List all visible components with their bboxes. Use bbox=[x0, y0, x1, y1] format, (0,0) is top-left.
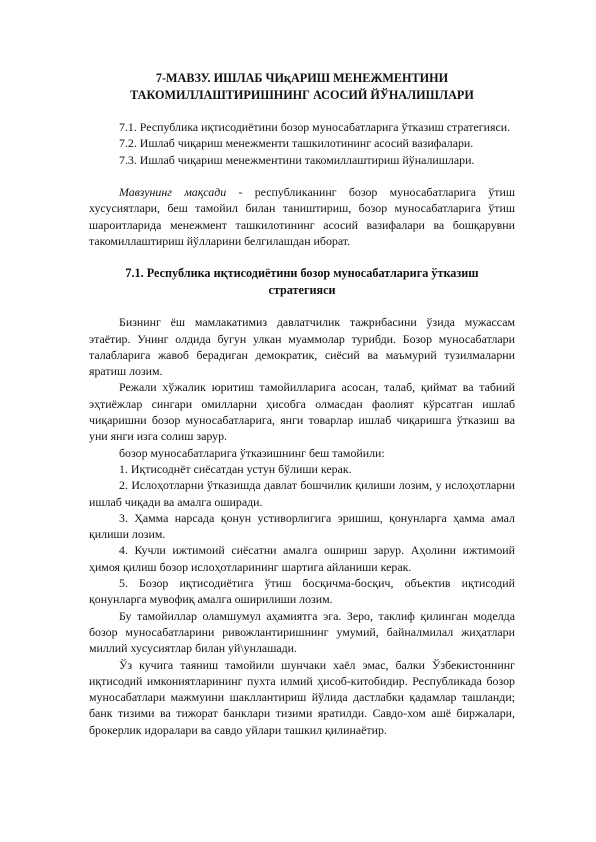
principle-5: 5. Бозор иқтисодиётига ўтиш босқичма-босқич, объектив иқтисодий қонунларга мувофиқ амалга оширилиши лозим. bbox=[89, 576, 515, 607]
topic-title-line-1: 7-МАВЗУ. ИШЛАБ ЧИқАРИШ МЕНЕЖМЕНТИНИ bbox=[155, 71, 449, 85]
spacer bbox=[89, 103, 515, 119]
body-paragraph-3: Бу тамойиллар оламшумул аҳамиятга эга. Зеро, таклиф қилинган моделда бозор муносабатларини ривожлантиришнинг умумий, байналмилал жиҳатлари миллий хусусиятлар билан уй\унлашади. bbox=[89, 608, 515, 656]
toc-item-2: 7.2. Ишлаб чиқариш менежменти ташкилотининг асосий вазифалари. bbox=[119, 136, 474, 151]
topic-goal-label: Мавзунинг мақсади bbox=[119, 185, 227, 200]
principle-3: 3. Ҳамма нарсада қонун устиворлигига эришиш, қонунларга ҳамма амал қилиши лозим. bbox=[89, 510, 515, 542]
toc-item-3: 7.3. Ишлаб чиқариш менежментини такомиллаштириш йўналишлари. bbox=[119, 152, 475, 167]
body-paragraph-4: Ўз кучига таяниш тамойили шунчаки хаёл эмас, балки Ўзбекистоннинг иқтисодий имкониятларининг пухта илмий ҳисоб-китобидир. Республикада бозор муносабатлари мажмуини шакллантириш йўлида дастлабки қадамлар ташланди; банк тизими ва тижорат банклари тизими яратилди. Савдо-хом ашё биржалари, брокерлик идоралари ва савдо уйлари ташкил қилинаётир. bbox=[89, 657, 515, 737]
body-paragraph-1: Бизнинг ёш мамлакатимиз давлатчилик тажрибасини ўзида мужассам этаётир. Унинг олдида бугун улкан муаммолар турибди. Бозор муносабатлари талабларига жавоб берадиган демократик, сиёсий ва маъмурий тузилмаларни яратиш лозим. bbox=[89, 315, 515, 379]
document-content bbox=[89, 70, 515, 738]
topic-title-line-2: ТАКОМИЛЛАШТИРИШНИНГ АСОСИЙ ЙЎНАЛИШЛАРИ bbox=[130, 87, 474, 102]
spacer bbox=[89, 249, 515, 265]
body-paragraph-2: Режали хўжалик юритиш тамойилларига асосан, талаб, қиймат ва табиий эҳтиёжлар сингари омилларни ҳисобга олмасдан фаолият кўрсатган ишлаб чиқаришни бозор муносабатларига, янги товарлар ишлаб чиқаришга ўтказиш ва уни янги изга солиш зарур. bbox=[89, 380, 515, 444]
principle-4: 4. Кучли ижтимоий сиёсатни амалга ошириш зарур. Аҳолини ижтимоий ҳимоя қилиш бозор ислоҳотларининг шартига айланиши керак. bbox=[89, 543, 515, 574]
principle-1: 1. Иқтисоднёт сиёсатдан устун бўлиши керак. bbox=[119, 461, 352, 476]
topic-goal-paragraph bbox=[89, 184, 515, 249]
section-heading: 7.1. Республика иқтисодиётини бозор муносабатларига ўтказиш стратегияси bbox=[125, 266, 479, 297]
topic-title bbox=[89, 70, 515, 103]
spacer bbox=[89, 168, 515, 184]
topic-goal-text: - республиканинг бозор муносабатларига ўтиш хусусиятлари, беш тамойил билан таништириш, бозор муносабатларига ўтиш шароитларида менежмент ташкилотининг асосий вазифалари ва бошқарувни такомиллаштириш йўлларини белгилашдан иборат. bbox=[89, 185, 515, 248]
spacer bbox=[89, 298, 515, 314]
principle-2: 2. Ислоҳотларни ўтказишда давлат бошчилик қилиши лозим, у ислоҳотларни ишлаб чиқади ва амалга оширади. bbox=[89, 478, 515, 509]
principles-intro: бозор муносабатларига ўтказишнинг беш тамойили: bbox=[119, 445, 385, 460]
toc-item-1: 7.1. Республика иқтисодиётини бозор муносабатларига ўтказиш стратегияси. bbox=[119, 120, 511, 135]
